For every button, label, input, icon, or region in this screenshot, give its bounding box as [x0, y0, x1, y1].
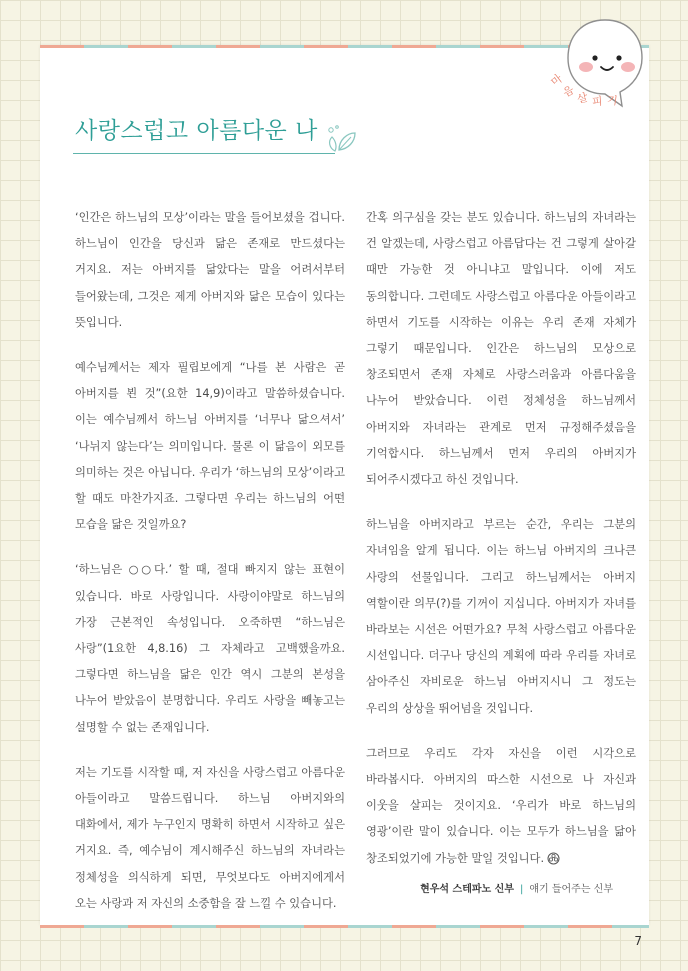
badge-char: 살	[575, 90, 590, 107]
column-name: 얘기 들어주는 신부	[529, 884, 613, 895]
badge-char: 마	[548, 71, 565, 89]
paragraph: ‘하느님은 ○○다.’ 할 때, 절대 빠지지 않는 표현이 있습니다. 바로 사랑입니다. 사랑이야말로 하느님의 가장 근본적인 속성입니다. 오죽하면 “하느님은 사랑”(1요한 4,8.16) 그 자체라고 고백했을까요. 그렇다면 하느님을 닮은 인간 역시 그분의 본성을 나누어 받았음이 분명합니다. 우리도 사랑을 빼놓고는 설명할 수 없는 존재입니다.	[75, 563, 345, 734]
leaf-ornament-icon	[325, 124, 359, 154]
paragraph: 하느님을 아버지라고 부르는 순간, 우리는 그분의 자녀임을 알게 됩니다. 이는 하느님 아버지의 크나큰 사랑의 선물입니다. 그리고 하느님께서는 아버지 역할이란 의무(?)를 기꺼이 지십니다. 아버지가 자녀를 바라보는 시선은 어떤가요? 무척 사랑스럽고 아름다운 시선입니다. 더구나 당신의 계획에 따라 우리를 자녀로 삼아주신 자비로운 하느님 아버지시니 그 정도는 우리의 상상을 뛰어넘을 것입니다.	[366, 518, 636, 715]
paragraph-last	[366, 741, 636, 872]
badge-char: 피	[591, 94, 604, 109]
page-number: 7	[634, 934, 642, 948]
author-name: 현우석 스테파노 신부	[420, 884, 514, 895]
flower-end-mark-icon	[547, 852, 560, 865]
badge-char: 음	[560, 83, 577, 100]
article-title: 사랑스럽고 아름다운 나	[75, 118, 318, 144]
left-column	[75, 205, 345, 917]
paragraph: ‘인간은 하느님의 모상’이라는 말을 들어보셨을 겁니다. 하느님이 인간을 당신과 닮은 존재로 만드셨다는 거지요. 저는 아버지를 닮았다는 말을 어려서부터 들어왔는데, 그것은 제게 아버지와 닮은 모습이 있다는 뜻입니다.	[75, 211, 345, 329]
paragraph: 저는 기도를 시작할 때, 저 자신을 사랑스럽고 아름다운 아들이라고 말씀드립니다. 하느님 아버지와의 대화에서, 제가 누구인지 명확히 하면서 시작하고 싶은 거지요. 즉, 예수님이 계시해주신 하느님의 자녀라는 정체성을 의식하게 되면, 무엇보다도 아버지에게서 오는 사랑과 저 자신의 소중함을 잘 느낄 수 있습니다.	[75, 765, 345, 910]
top-stripe-border	[40, 45, 649, 48]
right-column	[366, 205, 636, 872]
paragraph-text: 그러므로 우리도 각자 자신을 이런 시각으로 바라봅시다. 아버지의 따스한 시선으로 나 자신과 이웃을 살피는 것이지요. ‘우리가 바로 하느님의 영광’이란 말이 있습니다. 이는 모두가 하느님을 닮아 창조되었기에 가능한 말일 것입니다.	[366, 746, 636, 865]
byline	[420, 880, 613, 895]
badge-maeum-salpigi	[548, 66, 628, 116]
byline-separator: |	[519, 884, 524, 895]
paragraph: 예수님께서는 제자 필립보에게 “나를 본 사람은 곧 아버지를 뵌 것”(요한 14,9)이라고 말씀하셨습니다. 이는 예수님께서 하느님 아버지를 ‘너무나 닮으셔서’ ‘나뉘지 않는다’는 의미입니다. 물론 이 닮음이 외모를 의미하는 것은 아닙니다. 우리가 ‘하느님의 모상’이라고 할 때도 마찬가지죠. 그렇다면 우리는 하느님의 어떤 모습을 닮은 것일까요?	[75, 361, 345, 532]
bottom-stripe-border	[40, 925, 649, 928]
paragraph: 간혹 의구심을 갖는 분도 있습니다. 하느님의 자녀라는 건 알겠는데, 사랑스럽고 아름답다는 건 그렇게 살아갈 때만 가능한 것 아니냐고 말입니다. 이에 저도 동의합니다. 그런데도 사랑스럽고 아름다운 아들이라고 하면서 기도를 시작하는 이유는 우리 존재 자체가 그렇기 때문입니다. 인간은 하느님의 모상으로 창조되면서 존재 자체로 사랑스러움과 아름다움을 나누어 받았습니다. 이런 정체성을 하느님께서 아버지와 자녀라는 관계로 먼저 규정해주셨음을 기억합시다. 하느님께서 먼저 우리의 아버지가 되어주시겠다고 하신 것입니다.	[366, 211, 636, 487]
badge-char: 기	[606, 93, 619, 108]
title-underline	[73, 153, 335, 154]
